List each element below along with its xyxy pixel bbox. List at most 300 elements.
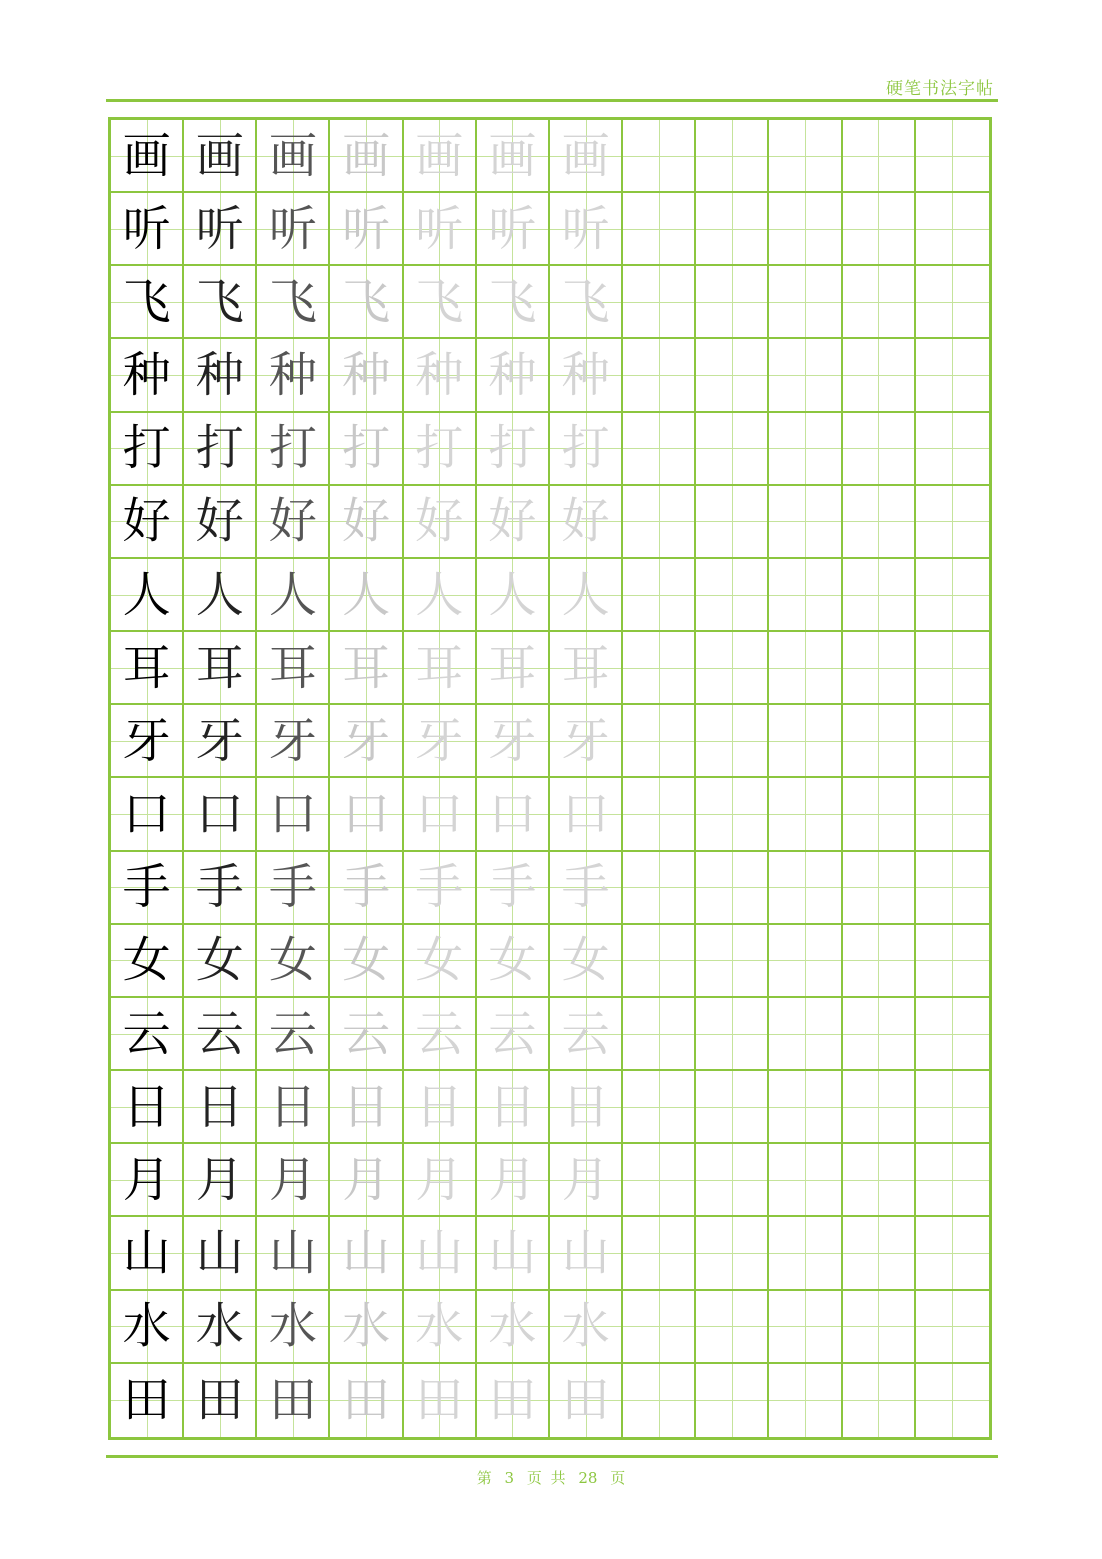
practice-cell-empty xyxy=(623,778,696,851)
practice-cell-empty xyxy=(623,1364,696,1437)
practice-cell-traced xyxy=(550,1071,623,1144)
practice-cell-traced xyxy=(550,120,623,193)
practice-cell-traced xyxy=(477,266,550,339)
practice-character: 打 xyxy=(195,420,244,477)
practice-cell-traced xyxy=(550,925,623,998)
practice-cell-empty xyxy=(769,486,842,559)
practice-cell-traced xyxy=(111,413,184,486)
footer-prefix: 第 xyxy=(476,1469,492,1487)
practice-character: 田 xyxy=(122,1372,171,1429)
practice-character: 日 xyxy=(268,1078,317,1135)
practice-character: 听 xyxy=(122,200,171,257)
practice-character: 云 xyxy=(415,1005,464,1062)
practice-character: 种 xyxy=(488,347,537,404)
practice-cell-empty xyxy=(916,632,989,705)
practice-cell-empty xyxy=(769,339,842,412)
practice-cell-empty xyxy=(916,413,989,486)
practice-character: 山 xyxy=(195,1225,244,1282)
practice-cell-empty xyxy=(916,1144,989,1217)
practice-cell-traced xyxy=(257,413,330,486)
practice-character: 日 xyxy=(122,1078,171,1135)
practice-character: 牙 xyxy=(415,712,464,769)
practice-cell-traced xyxy=(330,925,403,998)
practice-cell-empty xyxy=(769,413,842,486)
practice-cell-traced xyxy=(111,1071,184,1144)
practice-cell-traced xyxy=(111,266,184,339)
practice-cell-empty xyxy=(916,120,989,193)
practice-cell-traced xyxy=(330,486,403,559)
practice-character: 飞 xyxy=(415,273,464,330)
practice-cell-empty xyxy=(843,486,916,559)
practice-cell-empty xyxy=(696,1071,769,1144)
practice-cell-traced xyxy=(477,559,550,632)
practice-character: 女 xyxy=(195,932,244,989)
practice-cell-traced xyxy=(111,1217,184,1290)
practice-cell-empty xyxy=(843,705,916,778)
practice-cell-traced xyxy=(330,120,403,193)
practice-cell-traced xyxy=(477,1144,550,1217)
practice-cell-traced xyxy=(404,559,477,632)
practice-cell-empty xyxy=(843,120,916,193)
practice-cell-traced xyxy=(477,778,550,851)
practice-cell-empty xyxy=(696,1291,769,1364)
practice-character: 手 xyxy=(342,859,391,916)
practice-cell-empty xyxy=(696,120,769,193)
practice-cell-traced xyxy=(257,559,330,632)
practice-cell-traced xyxy=(404,1291,477,1364)
practice-cell-empty xyxy=(769,778,842,851)
practice-cell-empty xyxy=(623,1291,696,1364)
practice-cell-empty xyxy=(843,632,916,705)
practice-character: 人 xyxy=(195,566,244,623)
practice-character: 女 xyxy=(488,932,537,989)
practice-cell-empty xyxy=(843,559,916,632)
practice-cell-empty xyxy=(623,852,696,925)
practice-cell-traced xyxy=(330,339,403,412)
practice-character: 好 xyxy=(342,493,391,550)
practice-cell-traced xyxy=(330,1071,403,1144)
practice-cell-empty xyxy=(623,413,696,486)
practice-cell-empty xyxy=(916,852,989,925)
practice-character: 口 xyxy=(342,786,391,843)
practice-cell-empty xyxy=(769,852,842,925)
practice-cell-traced xyxy=(111,1144,184,1217)
practice-cell-empty xyxy=(623,120,696,193)
practice-cell-empty xyxy=(696,632,769,705)
practice-cell-empty xyxy=(843,266,916,339)
practice-cell-traced xyxy=(550,559,623,632)
practice-character: 口 xyxy=(268,786,317,843)
practice-cell-traced xyxy=(184,339,257,412)
practice-character: 手 xyxy=(561,859,610,916)
practice-cell-traced xyxy=(111,193,184,266)
practice-character: 人 xyxy=(488,566,537,623)
practice-cell-empty xyxy=(623,559,696,632)
practice-cell-traced xyxy=(184,193,257,266)
practice-character: 好 xyxy=(268,493,317,550)
practice-cell-empty xyxy=(843,193,916,266)
practice-character: 耳 xyxy=(488,639,537,696)
practice-character: 山 xyxy=(122,1225,171,1282)
practice-cell-traced xyxy=(404,1217,477,1290)
practice-cell-empty xyxy=(623,1217,696,1290)
practice-character: 云 xyxy=(488,1005,537,1062)
practice-character: 女 xyxy=(561,932,610,989)
practice-character: 水 xyxy=(122,1298,171,1355)
practice-cell-empty xyxy=(623,1144,696,1217)
practice-cell-traced xyxy=(257,925,330,998)
practice-cell-traced xyxy=(404,852,477,925)
practice-cell-traced xyxy=(477,632,550,705)
practice-cell-traced xyxy=(184,998,257,1071)
practice-cell-traced xyxy=(257,486,330,559)
practice-character: 画 xyxy=(342,127,391,184)
practice-cell-traced xyxy=(184,1364,257,1437)
practice-cell-empty xyxy=(843,1144,916,1217)
practice-cell-traced xyxy=(330,1291,403,1364)
practice-character: 种 xyxy=(268,347,317,404)
practice-cell-empty xyxy=(843,1291,916,1364)
practice-character: 田 xyxy=(415,1372,464,1429)
practice-cell-traced xyxy=(184,559,257,632)
practice-cell-empty xyxy=(843,778,916,851)
practice-cell-empty xyxy=(843,998,916,1071)
practice-cell-empty xyxy=(916,339,989,412)
practice-cell-empty xyxy=(769,1071,842,1144)
practice-cell-traced xyxy=(477,705,550,778)
practice-cell-empty xyxy=(769,1144,842,1217)
practice-cell-traced xyxy=(111,1291,184,1364)
practice-character: 手 xyxy=(268,859,317,916)
practice-character: 牙 xyxy=(122,712,171,769)
practice-character: 水 xyxy=(488,1298,537,1355)
practice-character: 人 xyxy=(268,566,317,623)
practice-cell-traced xyxy=(257,632,330,705)
practice-character: 打 xyxy=(488,420,537,477)
practice-character: 女 xyxy=(122,932,171,989)
practice-character: 人 xyxy=(122,566,171,623)
practice-character: 人 xyxy=(561,566,610,623)
practice-cell-traced xyxy=(111,1364,184,1437)
practice-character: 好 xyxy=(561,493,610,550)
practice-cell-traced xyxy=(330,632,403,705)
practice-character: 水 xyxy=(195,1298,244,1355)
practice-character: 田 xyxy=(268,1372,317,1429)
practice-cell-traced xyxy=(550,705,623,778)
practice-cell-empty xyxy=(916,1217,989,1290)
practice-character: 画 xyxy=(195,127,244,184)
practice-cell-traced xyxy=(550,1291,623,1364)
practice-character: 月 xyxy=(268,1151,317,1208)
practice-character: 听 xyxy=(342,200,391,257)
practice-character: 月 xyxy=(488,1151,537,1208)
practice-character: 日 xyxy=(195,1078,244,1135)
practice-character: 飞 xyxy=(488,273,537,330)
practice-cell-traced xyxy=(257,1144,330,1217)
practice-cell-traced xyxy=(184,120,257,193)
practice-character: 牙 xyxy=(195,712,244,769)
practice-cell-empty xyxy=(769,1217,842,1290)
practice-cell-empty xyxy=(843,1364,916,1437)
practice-character: 日 xyxy=(342,1078,391,1135)
practice-cell-empty xyxy=(843,852,916,925)
practice-cell-traced xyxy=(111,998,184,1071)
practice-cell-traced xyxy=(477,120,550,193)
practice-cell-traced xyxy=(404,193,477,266)
practice-cell-traced xyxy=(330,778,403,851)
footer-suffix: 页 xyxy=(610,1469,626,1487)
practice-character: 手 xyxy=(488,859,537,916)
practice-character: 牙 xyxy=(342,712,391,769)
practice-character: 耳 xyxy=(122,639,171,696)
practice-character: 听 xyxy=(195,200,244,257)
practice-cell-traced xyxy=(550,193,623,266)
practice-character: 山 xyxy=(268,1225,317,1282)
practice-cell-traced xyxy=(550,486,623,559)
practice-character: 种 xyxy=(122,347,171,404)
practice-character: 水 xyxy=(342,1298,391,1355)
practice-character: 口 xyxy=(415,786,464,843)
practice-cell-empty xyxy=(916,486,989,559)
practice-cell-traced xyxy=(404,632,477,705)
practice-cell-traced xyxy=(404,486,477,559)
practice-cell-traced xyxy=(550,339,623,412)
practice-character: 耳 xyxy=(561,639,610,696)
practice-cell-empty xyxy=(769,559,842,632)
practice-character: 日 xyxy=(415,1078,464,1135)
practice-character: 人 xyxy=(342,566,391,623)
practice-cell-traced xyxy=(330,1217,403,1290)
page-footer xyxy=(0,1467,1102,1488)
practice-character: 打 xyxy=(415,420,464,477)
practice-cell-empty xyxy=(916,925,989,998)
practice-character: 好 xyxy=(415,493,464,550)
practice-character: 水 xyxy=(268,1298,317,1355)
practice-cell-empty xyxy=(843,1217,916,1290)
practice-cell-traced xyxy=(477,998,550,1071)
practice-character: 画 xyxy=(122,127,171,184)
practice-cell-empty xyxy=(696,1364,769,1437)
practice-character: 月 xyxy=(122,1151,171,1208)
practice-cell-empty xyxy=(916,266,989,339)
practice-cell-traced xyxy=(330,852,403,925)
practice-character: 山 xyxy=(488,1225,537,1282)
practice-character: 云 xyxy=(561,1005,610,1062)
practice-cell-traced xyxy=(184,413,257,486)
practice-cell-traced xyxy=(111,339,184,412)
practice-cell-empty xyxy=(696,998,769,1071)
practice-character: 画 xyxy=(488,127,537,184)
practice-cell-traced xyxy=(404,925,477,998)
practice-cell-empty xyxy=(623,705,696,778)
practice-character: 飞 xyxy=(342,273,391,330)
practice-character: 女 xyxy=(268,932,317,989)
practice-cell-traced xyxy=(184,1291,257,1364)
practice-character: 打 xyxy=(268,420,317,477)
practice-cell-empty xyxy=(623,998,696,1071)
practice-cell-empty xyxy=(696,486,769,559)
practice-cell-traced xyxy=(330,559,403,632)
practice-character: 田 xyxy=(342,1372,391,1429)
practice-cell-traced xyxy=(477,1364,550,1437)
practice-cell-traced xyxy=(111,778,184,851)
practice-character: 耳 xyxy=(342,639,391,696)
practice-cell-traced xyxy=(257,1291,330,1364)
practice-cell-traced xyxy=(257,998,330,1071)
practice-character: 打 xyxy=(342,420,391,477)
practice-character: 飞 xyxy=(561,273,610,330)
practice-character: 山 xyxy=(342,1225,391,1282)
practice-cell-empty xyxy=(769,632,842,705)
practice-cell-empty xyxy=(696,193,769,266)
practice-cell-empty xyxy=(623,266,696,339)
practice-cell-traced xyxy=(184,852,257,925)
practice-cell-empty xyxy=(843,925,916,998)
practice-cell-traced xyxy=(404,1071,477,1144)
practice-cell-traced xyxy=(404,778,477,851)
practice-cell-traced xyxy=(257,193,330,266)
top-rule xyxy=(106,99,998,102)
practice-cell-traced xyxy=(111,632,184,705)
practice-character: 云 xyxy=(342,1005,391,1062)
practice-character: 手 xyxy=(195,859,244,916)
practice-cell-traced xyxy=(184,266,257,339)
practice-cell-traced xyxy=(257,852,330,925)
practice-cell-traced xyxy=(184,925,257,998)
practice-cell-empty xyxy=(769,1364,842,1437)
practice-cell-traced xyxy=(184,1071,257,1144)
practice-character: 好 xyxy=(122,493,171,550)
practice-character: 画 xyxy=(561,127,610,184)
practice-cell-traced xyxy=(477,1071,550,1144)
practice-character: 水 xyxy=(415,1298,464,1355)
practice-cell-empty xyxy=(696,1217,769,1290)
practice-character: 田 xyxy=(561,1372,610,1429)
practice-character: 手 xyxy=(122,859,171,916)
practice-character: 云 xyxy=(268,1005,317,1062)
practice-character: 手 xyxy=(415,859,464,916)
practice-cell-traced xyxy=(477,486,550,559)
practice-character: 打 xyxy=(561,420,610,477)
practice-cell-empty xyxy=(769,1291,842,1364)
practice-cell-traced xyxy=(257,266,330,339)
practice-cell-traced xyxy=(550,632,623,705)
practice-character: 女 xyxy=(342,932,391,989)
practice-cell-traced xyxy=(550,1144,623,1217)
practice-character: 云 xyxy=(122,1005,171,1062)
practice-cell-empty xyxy=(696,266,769,339)
practice-cell-traced xyxy=(184,1144,257,1217)
practice-cell-empty xyxy=(843,339,916,412)
practice-character: 听 xyxy=(488,200,537,257)
practice-cell-empty xyxy=(696,852,769,925)
practice-cell-empty xyxy=(696,778,769,851)
practice-cell-traced xyxy=(257,1217,330,1290)
practice-character: 口 xyxy=(561,786,610,843)
practice-cell-empty xyxy=(696,1144,769,1217)
practice-character: 飞 xyxy=(195,273,244,330)
practice-character: 月 xyxy=(342,1151,391,1208)
practice-cell-traced xyxy=(550,1364,623,1437)
practice-cell-traced xyxy=(477,193,550,266)
practice-character: 种 xyxy=(342,347,391,404)
practice-cell-traced xyxy=(330,413,403,486)
practice-cell-traced xyxy=(477,852,550,925)
practice-cell-traced xyxy=(184,705,257,778)
practice-character: 听 xyxy=(268,200,317,257)
practice-cell-empty xyxy=(916,778,989,851)
bottom-rule xyxy=(106,1455,998,1458)
practice-cell-empty xyxy=(769,998,842,1071)
practice-character: 飞 xyxy=(268,273,317,330)
practice-cell-traced xyxy=(477,925,550,998)
practice-cell-traced xyxy=(404,120,477,193)
practice-cell-empty xyxy=(916,1291,989,1364)
practice-character: 月 xyxy=(561,1151,610,1208)
practice-character: 牙 xyxy=(488,712,537,769)
practice-character: 耳 xyxy=(195,639,244,696)
practice-character: 打 xyxy=(122,420,171,477)
practice-cell-traced xyxy=(257,1364,330,1437)
practice-cell-traced xyxy=(330,1364,403,1437)
practice-cell-traced xyxy=(550,1217,623,1290)
practice-cell-traced xyxy=(550,852,623,925)
practice-cell-empty xyxy=(843,1071,916,1144)
practice-character: 飞 xyxy=(122,273,171,330)
practice-character: 画 xyxy=(268,127,317,184)
practice-cell-empty xyxy=(769,266,842,339)
practice-character: 口 xyxy=(122,786,171,843)
practice-character: 耳 xyxy=(268,639,317,696)
practice-cell-traced xyxy=(330,705,403,778)
practice-cell-traced xyxy=(404,413,477,486)
practice-cell-traced xyxy=(184,1217,257,1290)
practice-cell-traced xyxy=(550,778,623,851)
practice-cell-traced xyxy=(184,632,257,705)
practice-cell-traced xyxy=(477,413,550,486)
practice-character: 水 xyxy=(561,1298,610,1355)
practice-cell-traced xyxy=(477,1217,550,1290)
practice-cell-empty xyxy=(916,559,989,632)
practice-cell-traced xyxy=(550,998,623,1071)
practice-cell-empty xyxy=(916,193,989,266)
practice-cell-traced xyxy=(257,1071,330,1144)
practice-cell-traced xyxy=(550,413,623,486)
practice-cell-empty xyxy=(623,925,696,998)
practice-cell-empty xyxy=(623,486,696,559)
practice-character: 好 xyxy=(488,493,537,550)
practice-cell-empty xyxy=(623,632,696,705)
practice-character: 人 xyxy=(415,566,464,623)
practice-cell-empty xyxy=(623,1071,696,1144)
practice-cell-traced xyxy=(257,120,330,193)
footer-page-number: 3 xyxy=(504,1469,515,1487)
footer-middle: 页 共 xyxy=(526,1469,566,1487)
practice-character: 日 xyxy=(488,1078,537,1135)
practice-character: 田 xyxy=(488,1372,537,1429)
header-title: 硬笔书法字帖 xyxy=(886,79,994,99)
practice-cell-empty xyxy=(916,1364,989,1437)
practice-cell-empty xyxy=(623,339,696,412)
practice-character: 月 xyxy=(195,1151,244,1208)
practice-character: 听 xyxy=(561,200,610,257)
practice-cell-empty xyxy=(769,705,842,778)
practice-cell-empty xyxy=(769,120,842,193)
practice-grid xyxy=(108,117,992,1440)
practice-cell-traced xyxy=(111,705,184,778)
practice-cell-traced xyxy=(257,339,330,412)
practice-cell-traced xyxy=(330,1144,403,1217)
